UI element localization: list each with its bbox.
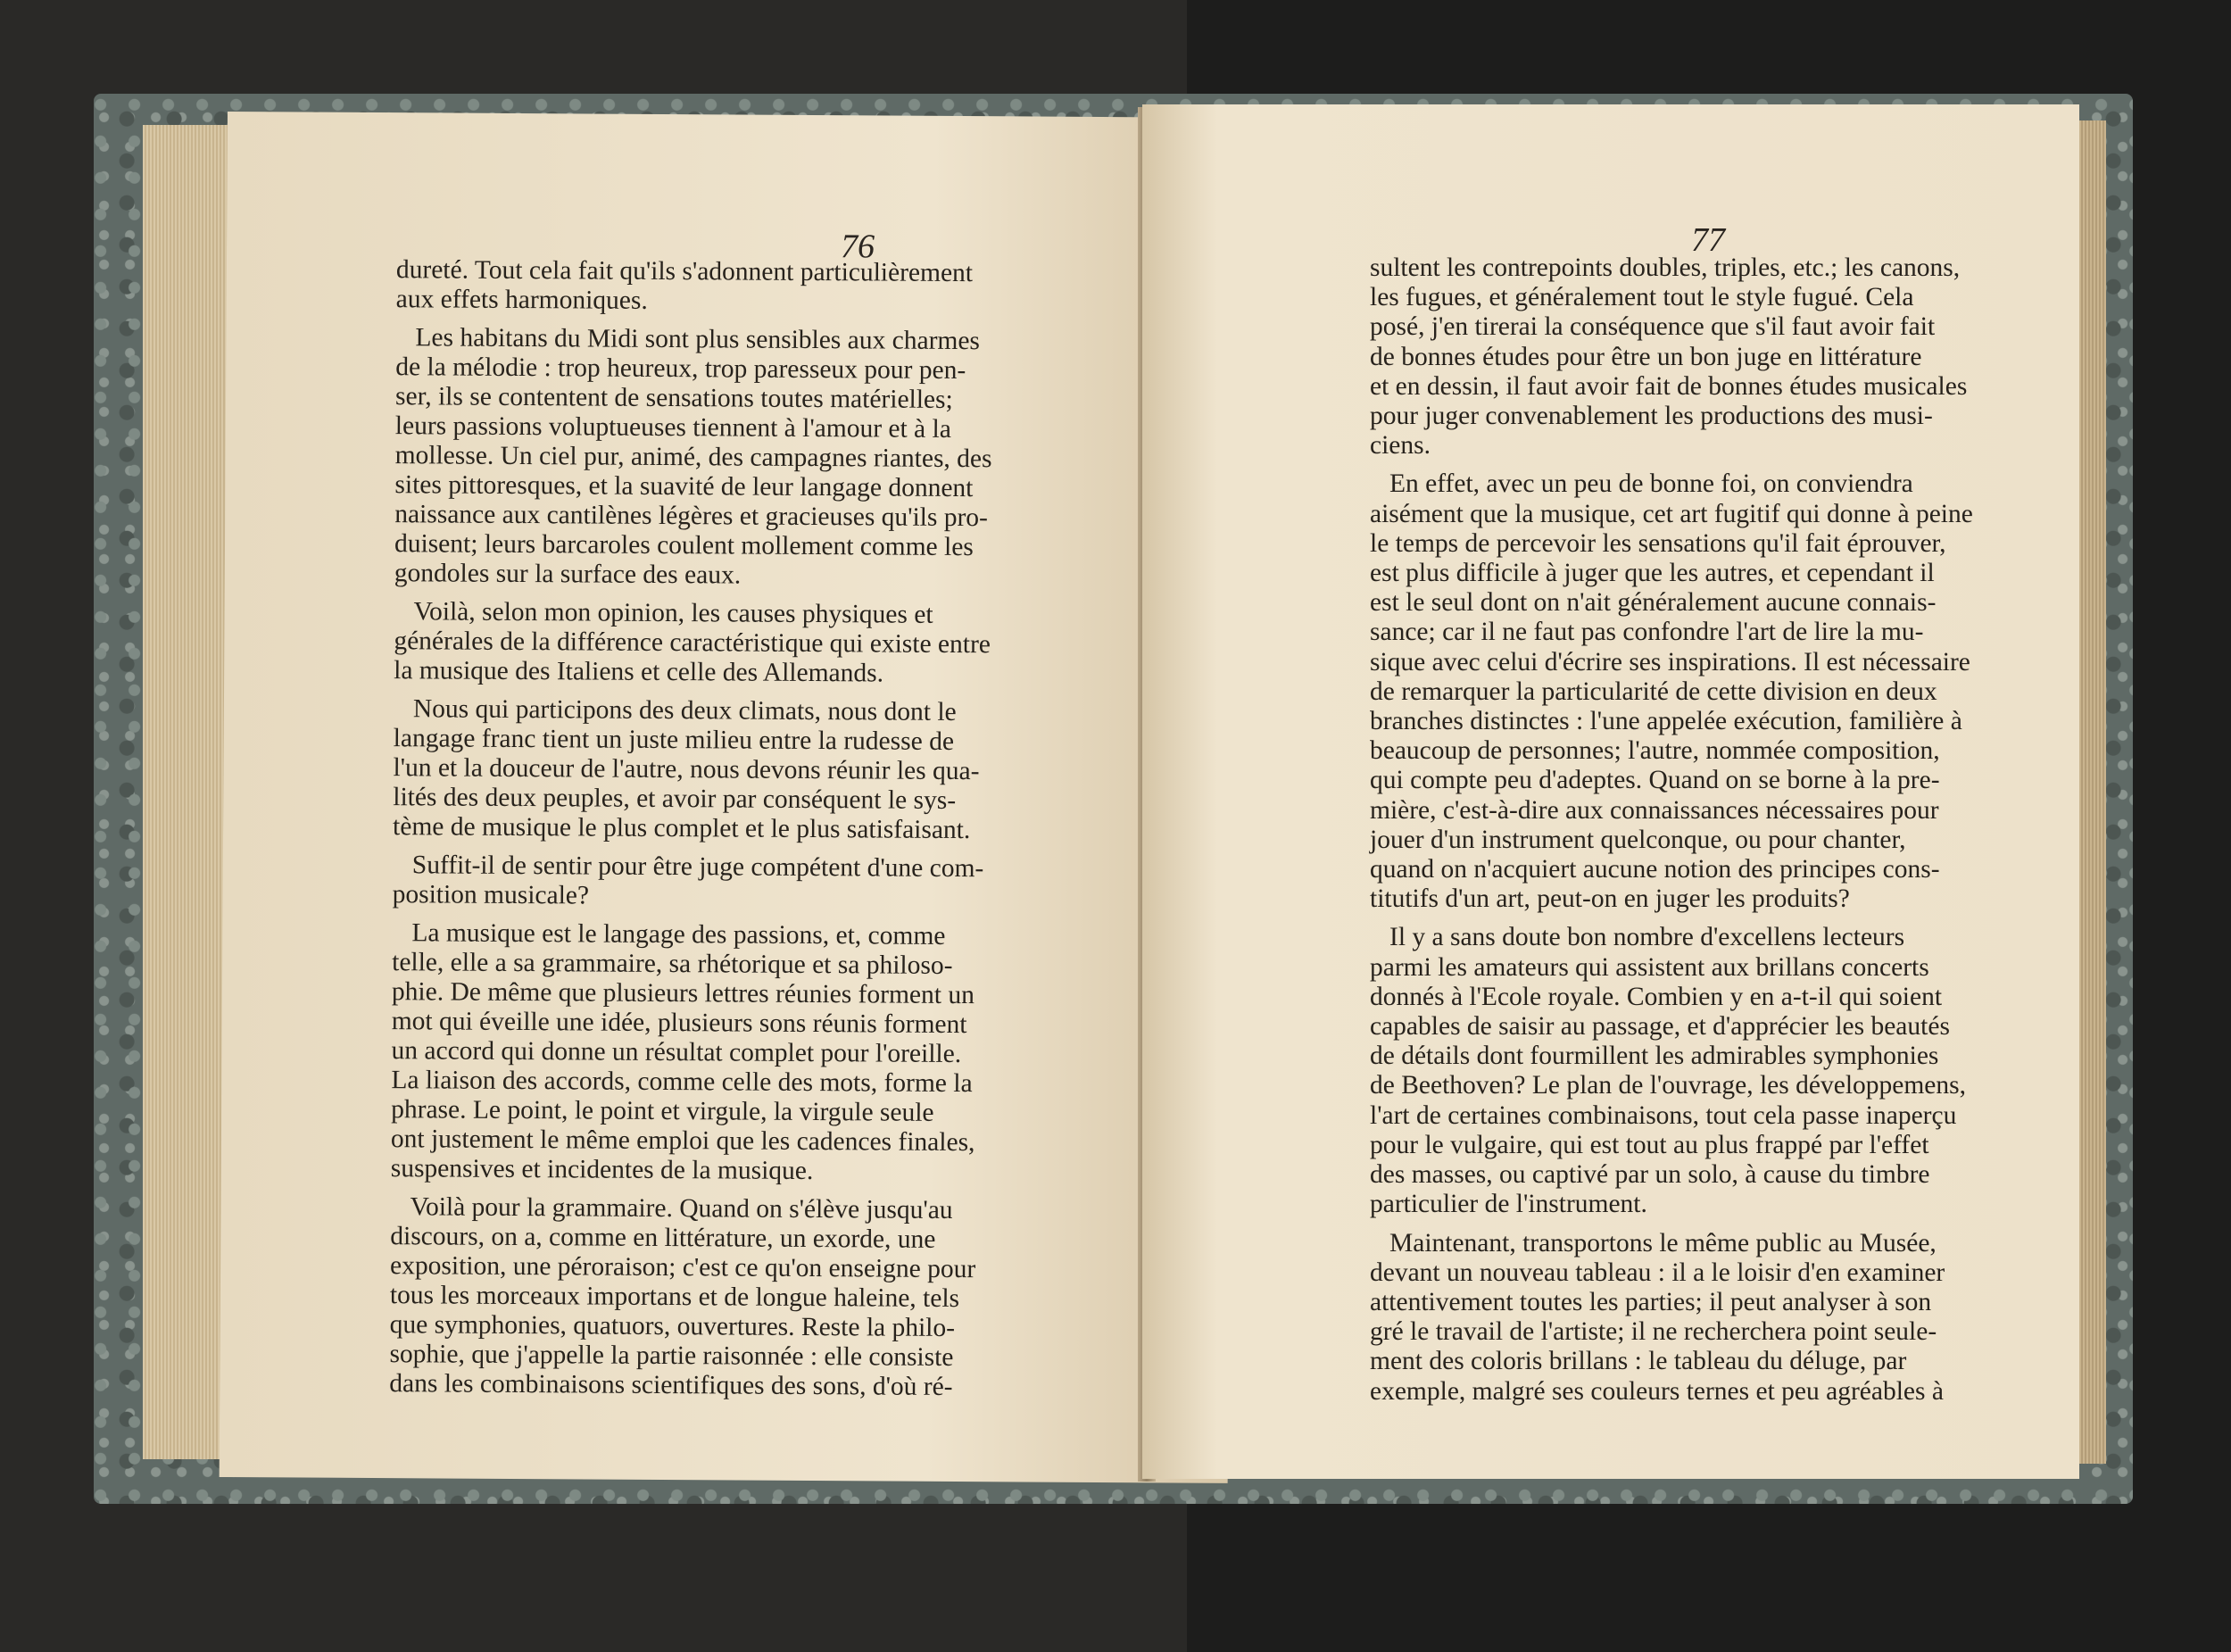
- paragraph: sultent les contrepoints doubles, triples, etc.; les canons, les fugues, et généralement tout le style fugué. Cela posé, j'en tirerai la conséquence que s'il faut avoir fait de bonnes études pour être un bon juge en littérature et en dessin, il faut avoir fait de bonnes études musicales pour juger convenablement les productions des musi- ciens.: [1370, 253, 1968, 461]
- page-number-left: 76: [840, 228, 875, 266]
- left-page: [220, 112, 1236, 1483]
- paragraph: Nous qui participons des deux climats, nous dont le langage franc tient un juste milieu entre la rudesse de l'un et la douceur de l'autre, nous devons réunir les qua- lités des deux peuples, et avoir par conséquent le sys- tème de musique le plus complet et le plus satisfaisant.: [393, 694, 980, 845]
- paragraph: Suffit-il de sentir pour être juge compétent d'une com- position musicale?: [392, 851, 984, 910]
- paragraph: La musique est le langage des passions, et, comme telle, elle a sa grammaire, sa rhétorique et sa philoso- phie. De même que plusieurs lettres réunies forment un mot qui éveille une idée, plusieurs sons réunis forment un accord qui donne un résultat complet pour l'oreille. La liaison des accords, comme celle des mots, forme la phrase. Le point, le point et virgule, la virgule seule ont justement le même emploi que les cadences finales, suspensives et incidentes de la musique.: [390, 918, 975, 1186]
- right-page: [1142, 104, 2079, 1479]
- open-book: [94, 94, 2133, 1504]
- paragraph: Voilà pour la grammaire. Quand on s'élève jusqu'au discours, on a, comme en littérature, un exorde, une exposition, une péroraison; c'est ce qu'on enseigne pour tous les morceaux importans et de longue haleine, tels que symphonies, quatuors, ouvertures. Reste la philo- sophie, que j'appelle la partie raisonnée : elle consiste dans les combinaisons scientifiques des sons, d'où ré-: [389, 1192, 976, 1401]
- right-page-text: [1370, 253, 2030, 1415]
- paragraph: Voilà, selon mon opinion, les causes physiques et générales de la différence caractéristique qui existe entre la musique des Italiens et celle des Allemands.: [394, 597, 991, 688]
- paragraph: Maintenant, transportons le même public au Musée, devant un nouveau tableau : il a le loisir d'en examiner attentivement toutes les parties; il peut analyser à son gré le travail de l'artiste; il ne recherchera point seule- ment des coloris brillans : le tableau du déluge, par exemple, malgré ses couleurs ternes et peu agréables à: [1370, 1228, 1945, 1406]
- paragraph: dureté. Tout cela fait qu'ils s'adonnent particulièrement aux effets harmoniques.: [395, 255, 974, 315]
- paragraph: En effet, avec un peu de bonne foi, on conviendra aisément que la musique, cet art fugitif qui donne à peine le temps de percevoir les sensations qu'il fait éprouver, est plus difficile à juger que les autres, et cependant il est le seul dont on n'ait généralement aucune connais- sance; car il ne faut pas confondre l'art de lire la mu- sique avec celui d'écrire ses inspirations. Il est nécessaire de remarquer la particularité de cette division en deux branches distinctes : l'une appelée exécution, familière à beaucoup de personnes; l'autre, nommée composition, qui compte peu d'adeptes. Quand on se borne à la pre- mière, c'est-à-dire aux connaissances nécessaires pour jouer d'un instrument quelconque, ou pour chanter, quand on n'acquiert aucune notion des principes cons- titutifs d'un art, peut-on en juger les produits?: [1370, 469, 1973, 914]
- page-edges-right: [2079, 120, 2106, 1464]
- page-number-right: 77: [1691, 221, 1725, 259]
- paragraph: Les habitans du Midi sont plus sensibles aux charmes de la mélodie : trop heureux, trop paresseux pour pen- ser, ils se contentent de sensations toutes matérielles; leurs passions voluptueuses tiennent à l'amour et à la mollesse. Un ciel pur, animé, des campagnes riantes, des sites pittoresques, et la suavité de leur langage donnent naissance aux cantilènes légères et gracieuses qu'ils pro- duisent; leurs barcaroles coulent mollement comme les gondoles sur la surface des eaux.: [394, 323, 992, 590]
- paragraph: Il y a sans doute bon nombre d'excellens lecteurs parmi les amateurs qui assistent aux brillans concerts donnés à l'Ecole royale. Combien y en a-t-il qui soient capables de saisir au passage, et d'apprécier les beautés de détails dont fourmillent les admirables symphonies de Beethoven? Le plan de l'ouvrage, les développemens, l'art de certaines combinaisons, tout cela passe inaperçu pour le vulgaire, qui est tout au plus frappé par l'effet des masses, ou captivé par un solo, à cause du timbre particulier de l'instrument.: [1370, 923, 1966, 1219]
- left-page-text: [389, 255, 1061, 1412]
